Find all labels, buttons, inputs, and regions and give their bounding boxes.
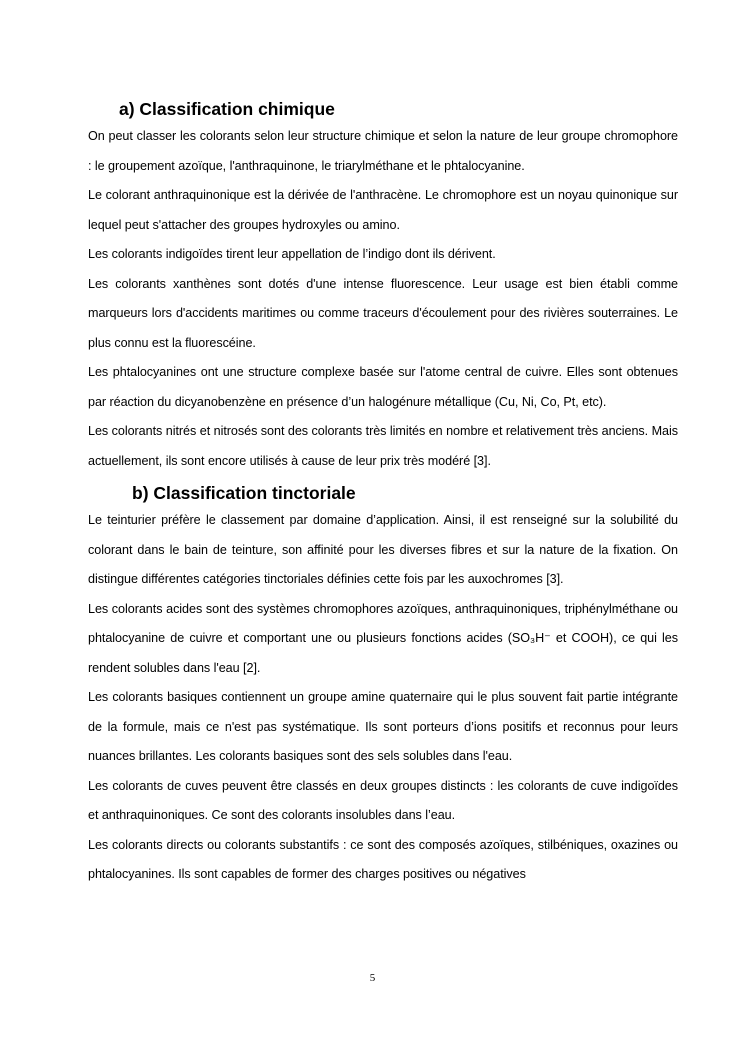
paragraph: Le teinturier préfère le classement par domaine d’application. Ainsi, il est renseigné sur la solubilité du colorant dans le bain de teinture, son affinité pour les diverses fibres et sur la nature de la fixation. On distingue différentes catégories tinctoriales définies cette fois par les auxochromes [3]. bbox=[88, 513, 678, 586]
page-number: 5 bbox=[369, 972, 376, 984]
paragraph: Le colorant anthraquinonique est la dérivée de l'anthracène. Le chromophore est un noyau quinonique sur lequel peut s'attacher des groupes hydroxyles ou amino. bbox=[88, 188, 678, 232]
paragraph: Les colorants nitrés et nitrosés sont des colorants très limités en nombre et relativement très anciens. Mais actuellement, ils sont encore utilisés à cause de leur prix très modéré [3]. bbox=[88, 424, 678, 468]
paragraph: On peut classer les colorants selon leur structure chimique et selon la nature de leur groupe chromophore : le groupement azoïque, l'anthraquinone, le triarylméthane et le phtalocyanine. bbox=[88, 129, 678, 173]
page-content bbox=[88, 96, 678, 890]
paragraph: Les phtalocyanines ont une structure complexe basée sur l'atome central de cuivre. Elles sont obtenues par réaction du dicyanobenzène en présence d’un halogénure métallique (Cu, Ni, Co, Pt, etc). bbox=[88, 365, 678, 409]
section-title-tinctoriale: b) Classification tinctoriale bbox=[132, 483, 356, 503]
paragraph: Les colorants acides sont des systèmes chromophores azoïques, anthraquinoniques, triphénylméthane ou phtalocyanine de cuivre et comportant une ou plusieurs fonctions acides (SO₃H⁻ et COOH), ce qui les rendent solubles dans l'eau [2]. bbox=[88, 601, 678, 675]
paragraph: Les colorants xanthènes sont dotés d'une intense fluorescence. Leur usage est bien établi comme marqueurs lors d'accidents maritimes ou comme traceurs d'écoulement pour des rivières souterraines. Le plus connu est la fluorescéine. bbox=[88, 276, 678, 350]
section-title-chimique: a) Classification chimique bbox=[119, 99, 335, 119]
paragraph: Les colorants de cuves peuvent être classés en deux groupes distincts : les colorants de cuve indigoïdes et anthraquinoniques. Ce sont des colorants insolubles dans l’eau. bbox=[88, 778, 678, 822]
paragraph: Les colorants basiques contiennent un groupe amine quaternaire qui le plus souvent fait partie intégrante de la formule, mais ce n'est pas systématique. Ils sont porteurs d’ions positifs et reconnus pour leurs nuances brillantes. Les colorants basiques sont des sels solubles dans l'eau. bbox=[88, 690, 678, 763]
paragraph: Les colorants directs ou colorants substantifs : ce sont des composés azoïques, stilbéniques, oxazines ou phtalocyanines. Ils sont capables de former des charges positives ou négatives bbox=[88, 837, 678, 881]
paragraph: Les colorants indigoïdes tirent leur appellation de l’indigo dont ils dérivent. bbox=[88, 247, 496, 261]
